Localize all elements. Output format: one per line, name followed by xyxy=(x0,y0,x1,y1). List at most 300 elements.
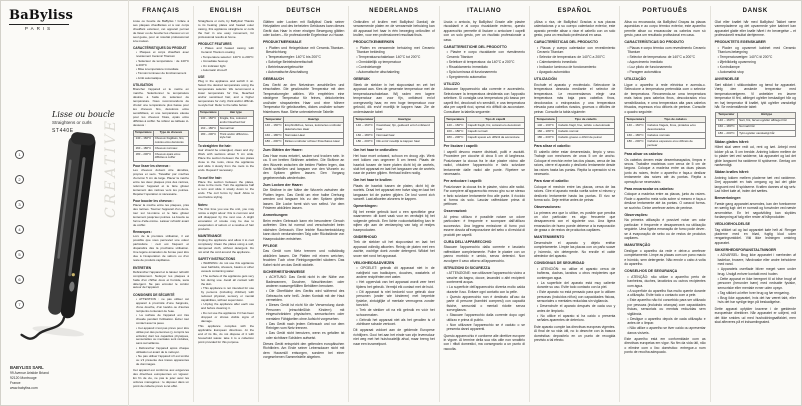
table-header-cell: Hårtype xyxy=(738,112,796,118)
section-heading: PRODUKTMERKMALE xyxy=(263,40,302,45)
table-cell: 140 – 160°C xyxy=(534,123,556,129)
body-paragraph: Bij het eerste gebruik kunt u een specifieke geur waarnemen: dit komt vaak voor en verdwijnt bij het volgende gebruik. Een lichte rookontwikkeling kan te wijten zijn aan de verdamping van talg of restjes haarproducten. xyxy=(353,209,435,232)
bullet-list xyxy=(353,266,434,326)
body-paragraph: Liscia o arriccia, by BaByliss! Grazie alle piastre riscaldanti e al corpo riscaldante esterno, questo apparecchio permette di lisciare o arricciare i capelli con un solo gesto, per un risultato professionale a casa. xyxy=(443,19,525,42)
table-cell: 160 – 180°C xyxy=(134,146,154,152)
body-paragraph: Håret skal være redt ud, rent og tørt. Arbejd med lokker på ca. 5 cm bredde. Anbring lokken mellem de to plader tæt ved rødderne, luk apparatet og lad det glide langsomt fra rødderne til spidserne. Gentag om nødvendigt. xyxy=(714,145,796,168)
product-title-en: Straightens or curls xyxy=(52,120,92,125)
product-model: ST440E xyxy=(52,128,74,134)
table-row xyxy=(199,116,254,126)
body-paragraph: Este aparato cumple las directivas europeas vigentes. Al final de su vida útil, no lo deseche con la basura doméstica: deposítelo en un punto de recogida previsto a tal efecto. xyxy=(533,324,616,342)
callout-number: 2 xyxy=(15,175,24,184)
table-header-cell: Haartyp xyxy=(283,117,344,123)
language-column-español xyxy=(529,6,619,402)
bullet-item: • Automatische Abschaltung xyxy=(266,70,344,74)
bullet-item: • Mise à température immédiate xyxy=(136,68,189,72)
bullet-item: • This appliance is not intended for use by persons (including children) with reduced physical, sensory or mental capabilities, without supervision. xyxy=(201,287,254,303)
section-heading: ONDERHOUD xyxy=(353,234,377,239)
section-heading: SAFETY INSTRUCTIONS xyxy=(198,257,236,262)
body-paragraph: Les cheveux doivent être démêlés, propres et secs. Travailler par mèches d'environ 5 cm de large. Placer la mèche entre les deux plaques près des racines, refermer l'appareil et le faire glisser lentement des racines vers les pointes. Répéter l'opération si nécessaire. xyxy=(133,168,189,196)
body-paragraph: Das Gerät an den Netzstrom anschließen und einschalten. Die gewünschte Temperatur mit dem Temperaturregler wählen. Wir empfehlen eine niedrigere Temperatur für feines, dekoloriertes und/oder strapaziertes Haar und eine höhere Temperatur für gekräuseltes, dickes und/oder schwer frisierbares Haar. Siehe untenstehende Tabelle: xyxy=(263,82,345,114)
table-header-cell: Temperature xyxy=(200,110,217,115)
body-paragraph: Sæt stikket i stikkontakten og tænd for apparatet. Vælg den ønskede temperatur med temperaturvælgeren. Vi anbefaler en lavere temperatur til fint, afbleget og/eller beskadiget hår og en høj temperatur til krøllet, tykt og/eller vanskeligt hår. Se nedenstående tabel: xyxy=(714,82,796,110)
table-header-cell: Haartype xyxy=(375,117,434,123)
section-heading: Bemærkninger: xyxy=(714,196,742,200)
body-paragraph: Al primo utilizzo è possibile notare un odore particolare: è frequente e scompare dall'utilizzo successivo. Una leggera emissione di fumo può essere dovuta all'evaporazione del sebo o di residui di prodotti per capelli. xyxy=(443,214,525,237)
body-paragraph: La primera vez que lo utilice, es posible que perciba un olor particular: es algo frecuente que desaparecerá con el siguiente uso. Una ligera emanación de humo puede deberse a la evaporación de grasa o de restos de productos capilares. xyxy=(533,210,616,233)
bullet-item: • Riscaldamento immediato xyxy=(447,65,525,69)
table-cell: Cheveux normaux xyxy=(153,146,188,152)
bullet-item: • Luz piloto de funcionamento xyxy=(627,65,705,69)
bullet-item: • Calentamiento inmediato xyxy=(537,60,615,64)
table-cell: Cheveux épais et/ou difficiles à coiffer xyxy=(153,151,188,161)
bullet-item: • On indicator light xyxy=(201,65,254,69)
bullet-item: • Automatische uitschakeling xyxy=(356,70,434,74)
table-row xyxy=(625,139,705,149)
section-heading: Anmerkungen: xyxy=(263,213,289,218)
callout-number: 6 xyxy=(15,275,24,284)
section-heading: CURA DELL'APPARECCHIO xyxy=(443,239,492,244)
section-heading: VEDLIGEHOLDELSE xyxy=(714,221,750,226)
bullet-item: • Placas y cuerpo calentador con revestimiento Ceramic Titanium xyxy=(537,46,615,55)
bullet-item: • Débrancher l'appareil après chaque utilisation et avant de le nettoyer. xyxy=(136,347,189,355)
body-paragraph: Posizionare la ciocca fra le piastre, vicino alle radici. Far compiere all'apparecchio mezzo giro su se stesso e farlo scivolare lentamente fino alle punte. Il ricciolo si forma da solo. Lasciar raffreddare prima di pettinare. xyxy=(443,184,525,207)
section-heading: MANUTENÇÃO xyxy=(624,243,651,248)
bullet-item: • Brug ikke apparatet, hvis det har været tabt, eller hvis det har synlige tegn på beskadigelse. xyxy=(718,296,796,305)
section-heading: UTILIZAÇÃO xyxy=(624,77,647,82)
table-header-cell: Temperatura xyxy=(534,117,556,123)
body-paragraph: Brancher l'appareil et le mettre en marche. Sélectionner la température désirée à l'aide du sélecteur de température. Nous recommandons de choisir une température plus basse pour les cheveux fins, décolorés et/ou sensibilisés, et une température élevée pour les cheveux frisés, épais et/ou difficiles à coiffer. Se référer au tableau ci-dessous : xyxy=(133,87,189,127)
table-row xyxy=(134,151,189,161)
bullet-item: • Das Gerät nicht benutzen, wenn es gefallen ist oder sichtbare Schäden aufweist. xyxy=(266,331,344,340)
table-cell: 180 – 200°C xyxy=(199,132,219,142)
section-heading: Osservazioni: xyxy=(443,209,468,214)
bullet-item: • La superficie del aparato está muy caliente durante su uso. Evite todo contacto con la piel. xyxy=(537,281,615,290)
table-cell: Tykt og/eller vanskeligt hår xyxy=(738,130,796,136)
language-header: ESPAÑOL xyxy=(557,8,592,14)
bullet-list xyxy=(534,267,615,323)
body-paragraph: Desenchufe el aparato y déjelo enfriar completamente. Limpie las placas con un paño suave y húmedo, sin detergente. No enrolle el cable alrededor del aparato. xyxy=(533,240,616,259)
table-cell: 140 – 160°C xyxy=(134,136,154,146)
language-column-english xyxy=(193,6,258,402)
section-heading: Para alisar el cabello: xyxy=(533,144,571,149)
bullet-item: • Selettore di temperatura: da 140°C a 200°C xyxy=(447,60,525,64)
table-header-cell: Temperatur xyxy=(715,112,737,118)
section-heading: Pour boucler les cheveux : xyxy=(133,199,174,204)
section-heading: UTILIZACIÓN xyxy=(533,77,557,82)
bullet-item: • Spia luminosa di funzionamento xyxy=(447,70,525,74)
bullet-item: • Temperaturvælger: 140°C til 200°C xyxy=(718,55,796,59)
table-header-cell: Tipo de cabello xyxy=(557,117,615,123)
section-heading: SICHERHEITSHINWEISE xyxy=(263,269,305,274)
section-heading: Para encaracolar os cabelos: xyxy=(624,186,675,191)
section-heading: PRODUCT FEATURES xyxy=(198,42,232,47)
table-cell: Capelli spessi e/o difficili da acconciare xyxy=(466,135,524,141)
body-paragraph: Coloque a madeixa entre as placas, junto às raízes. Rode o aparelho meia volta sobre si mesmo e faça-o deslizar lentamente até às pontas. O caracol forma-se sozinho. Deixe arrefecer antes de pentear. xyxy=(624,192,706,210)
body-paragraph: Das Haar muss entwirrt, sauber und trocken sein. In ca. 5 cm breiten Strähnen arbeiten. Die Strähne an den Wurzeln zwischen die beiden Platten legen, das Gerät schließen und langsam von den Wurzeln zu den Spitzen gleiten lassen. Den Vorgang gegebenenfalls wiederholen. xyxy=(263,153,345,180)
table-cell: 140 – 160°C xyxy=(199,116,219,126)
table-cell: 160 – 180°C xyxy=(444,129,466,135)
body-paragraph: ¡Alisa o riza, de BaByliss! Gracias a sus placas calentadoras y a su cuerpo calentador exterior, este aparato permite alisar o rizar el cabello con un solo gesto, para un resultado profesional en casa. xyxy=(533,19,616,38)
bullet-item: • Trek de stekker uit na elk gebruik en vóór het schoonmaken. xyxy=(356,308,434,317)
section-heading: MAINTENANCE xyxy=(198,234,222,239)
table-cell: Cabelos normais xyxy=(646,133,705,139)
bullet-list xyxy=(624,46,705,75)
table-cell: 160 – 180°C xyxy=(534,129,556,135)
bullet-item: • Não utilize o aparelho se tiver caído ou apresentar danos visíveis. xyxy=(627,326,705,335)
body-paragraph: Das Gerät vom Netz trennen und vollständig abkühlen lassen. Die Platten mit einem weichen, feuchten Tuch ohne Reinigungsmittel säubern. Das Kabel nicht um das Gerät wickeln. xyxy=(263,249,345,267)
section-heading: PRODUKTETS EGENSKABER xyxy=(714,40,766,45)
section-heading: Remarques : xyxy=(133,230,153,235)
language-header: DANSK xyxy=(742,8,768,14)
brand-city: PARIS xyxy=(9,24,69,31)
language-column-italiano xyxy=(439,6,529,402)
bullet-item: • Dit apparaat is niet bedoeld voor gebruik door personen (onder wie kinderen) met beperkte fysieke, zintuiglijke of mentale vermogens zonder toezicht. xyxy=(356,290,434,308)
bullet-item: • Témoin lumineux de fonctionnement xyxy=(136,72,189,76)
bullet-list xyxy=(715,253,796,304)
bullet-item: • Temperatuurschakelaar: 140°C tot 200°C xyxy=(356,55,434,59)
section-heading: SIKKERHEDSFORANSTALTNINGER xyxy=(714,247,777,252)
temperature-table xyxy=(353,116,434,146)
table-cell: 180 – 200°C xyxy=(264,139,284,145)
body-paragraph: Lors de la première utilisation, il est possible que vous perceviez une odeur particulière : ceci est fréquent et disparaîtra dès la prochaine utilisation. Une légère émanation de fumée peut être due à l'évaporation de sébum ou d'un reste de produits capillaires. xyxy=(133,234,189,263)
body-paragraph: Plaats de haarlok tussen de platen, dicht bij de wortels. Draai het apparaat een halve slag en laat het langzaam tot de punten glijden. De krul vormt zich vanzelf. Laat afkoelen alvorens te kappen. xyxy=(353,184,435,202)
table-row xyxy=(134,136,189,146)
body-paragraph: Staccare l'apparecchio dalla corrente e lasciarlo raffreddare completamente. Pulire le piastre con un panno morbido e umido, senza detersivi. Non avvolgere il cavo attorno all'apparecchio. xyxy=(443,245,525,263)
language-column-français xyxy=(129,6,193,402)
body-paragraph: The first time you use the unit, you may notice a slight odour: this is common and will disappear by the next use. A slight emanation of smoke may be due to evaporation of sebum or a residue of hair products. xyxy=(198,206,254,231)
table-cell: Normales Haar xyxy=(283,133,344,139)
language-header: ITALIANO xyxy=(467,8,502,14)
address-line: www.babyliss.com xyxy=(10,386,38,391)
table-header-cell: Température xyxy=(135,130,152,135)
section-heading: Zum Glätten der Haare: xyxy=(263,148,303,153)
bullet-list xyxy=(263,46,344,75)
body-paragraph: Placer la mèche entre les plaques, près des racines. Tourner l'appareil d'un demi-tour sur lui-même et le faire glisser lentement jusqu'aux pointes. La boucle se forme d'elle-même. Laisser refroidir avant de coiffer. xyxy=(133,203,189,227)
bullet-item: • Placas e corpo térmico com revestimento Ceramic Titanium xyxy=(627,46,705,55)
bullet-item: • Dette apparat er ikke beregnet til at blive brugt af personer (herunder børn) med nedsatte fysiske, sensoriske eller mentale evner uden opsyn. xyxy=(718,277,796,290)
table-cell: Cabello normal xyxy=(557,129,615,135)
section-heading: GEBRUIK xyxy=(353,77,370,82)
bullet-item: • Temperaturregler: 140°C bis 200°C xyxy=(266,55,344,59)
body-paragraph: Glätten oder Locken mit BaByliss! Dank seiner Heizplatten und des beheizten Gehäuses kann dieses Gerät das Haar in einer einzigen Bewegung glätten oder locken – für professionelle Ergebnisse zu Hause. xyxy=(263,19,345,38)
body-paragraph: Ligue o aparelho à rede eléctrica e acenda-o. Seleccione a temperatura pretendida com o selector de temperatura. Recomenda-se uma temperatura mais baixa para cabelos finos, descolorados e/ou sensibilizados, e uma temperatura alta para cabelos frisados, espessos e/ou difíceis de pentear. Consulte o quadro seguinte: xyxy=(624,82,706,114)
bullet-item: • Aquecimento imediato xyxy=(627,60,705,64)
table-cell: Sart, fint, farvet og/eller afbleget hår xyxy=(738,118,796,124)
bullet-list xyxy=(198,47,254,73)
bullet-item: • Staccare l'apparecchio dalla corrente dopo ogni utilizzo e prima di pulirlo. xyxy=(447,313,525,322)
table-cell: 180 – 200°C xyxy=(534,135,556,141)
bullet-item: • Arrêt automatique xyxy=(136,77,189,81)
language-column-nederlands xyxy=(348,6,438,402)
body-paragraph: Die Strähne in der Nähe der Wurzeln zwischen die Platten legen. Das Gerät um eine halbe Drehung wenden und langsam bis zu den Spitzen gleiten lassen. Die Locke formt sich von selbst. Vor dem Frisieren abkühlen lassen. xyxy=(263,188,345,211)
callout-number: 4 xyxy=(15,225,24,234)
body-paragraph: Straightens or curls, by BaByliss! Thanks to its heating plates and heated outer casing, this appliance straightens or curls the hair in one easy movement, for professional results at home. xyxy=(198,18,254,39)
cover-panel xyxy=(0,0,129,406)
product-photo xyxy=(10,126,122,344)
table-row xyxy=(354,139,434,145)
section-heading: Sådan glattes håret: xyxy=(714,139,749,144)
language-header: NEDERLANDS xyxy=(369,8,419,14)
table-cell: Thick and/or difficult-to-style hair xyxy=(218,132,253,142)
body-paragraph: This appliance complies with the applicable European directives. At the end of its life, do not dispose of it with household waste: take it to a collection point provided for this purpose. xyxy=(198,324,254,345)
brand-name: BaByliss xyxy=(9,8,74,23)
body-paragraph: Este aparelho está em conformidade com as directivas europeias em vigor. No fim da vida útil, não o elimine com o lixo doméstico: entregue-o num ponto de recolha adequado. xyxy=(624,336,706,355)
table-cell: Cabello grueso o difícil de peinar xyxy=(557,135,615,141)
section-heading: ISTRUZIONI DI SICUREZZA xyxy=(443,265,491,270)
bullet-item: • Het oppervlak van het apparaat wordt zeer heet tijdens het gebruik. Vermijd elk contact met de huid. xyxy=(356,280,434,289)
section-heading: Opmerkingen: xyxy=(353,204,378,209)
bullet-item: • Plates and heated casing with Ceramic Titanium coating xyxy=(201,47,254,55)
table-row xyxy=(444,135,524,141)
body-paragraph: Desligue o aparelho da rede e deixe-o arrefecer completamente. Limpe as placas com um pano macio e húmido, sem detergente. Não enrole o cabo à volta do aparelho. xyxy=(624,248,706,267)
bullet-item: • ATTENTION : ne pas utiliser cet appareil à proximité d'une baignoire, d'une douche, d'un lavabo ou d'autres récipients contenant de l'eau. xyxy=(136,298,189,314)
bullet-list xyxy=(133,51,189,81)
bullet-item: • The surface of the appliance gets very hot during use. Avoid all contact with the skin. xyxy=(201,275,254,287)
section-heading: Sådan krølles håret: xyxy=(714,170,749,175)
bullet-item: • Betriebsanzeigeleuchte xyxy=(266,65,344,69)
bullet-item: • Automatic shut-off xyxy=(201,69,254,73)
bullet-item: • Apagado automático xyxy=(537,70,615,74)
table-row xyxy=(199,132,254,142)
table-cell: Cabelos frágeis, finos, pintados e/ou descolorados xyxy=(646,123,705,133)
callout-number: 1 xyxy=(15,150,24,159)
body-paragraph: Dette apparat opfylder kravene i de gældende europæiske direktiver. Når apparatet er udtjent, må det ikke smides ud med husholdningsaffaldet, men skal afleveres på et indsamlingssted. xyxy=(714,306,796,325)
bullet-item: • ATENCIÓN: no utilice el aparato cerca de bañeras, duchas, lavabos u otros recipientes que contengan agua. xyxy=(537,267,615,280)
table-row xyxy=(264,139,344,145)
temperature-table xyxy=(534,116,615,142)
bullet-item: • Immediate heat-up xyxy=(201,60,254,64)
section-heading: ENTRETIEN xyxy=(133,265,152,270)
table-cell: 180 – 200°C xyxy=(715,130,737,136)
section-heading: ANVENDELSE xyxy=(714,77,740,82)
body-paragraph: Steek de stekker in het stopcontact en zet het apparaat aan. Kies de gewenste temperatuur met de temperatuurschakelaar. Wij raden een lagere temperatuur aan voor fijn, ontkleurd en/of overgevoelig haar, en een hoge temperatuur voor gekruld, dik en/of moeilijk te kappen haar. Zie de onderstaande tabel: xyxy=(353,82,435,114)
table-cell: Empfindliches, feines, koloriertes und/oder dekoloriertes Haar xyxy=(283,123,344,133)
bullet-item: • Das Gerät nach jedem Gebrauch und vor dem Reinigen vom Netz trennen. xyxy=(266,322,344,331)
table-cell: 160 – 180°C xyxy=(715,124,737,130)
table-row xyxy=(715,130,795,136)
section-heading: UTILIZZO xyxy=(443,81,460,86)
bullet-item: • Onmiddellijk op temperatuur xyxy=(356,60,434,64)
bullet-list xyxy=(353,46,434,75)
section-heading: Zum Locken der Haare: xyxy=(263,182,303,187)
section-heading: USE xyxy=(198,75,205,80)
body-paragraph: Dieses Gerät entspricht den geltenden europäischen Richtlinien. Am Ende seiner Lebensdauer nicht mit dem Hausmüll entsorgen, sondern bei einer vorgesehenen Sammelstelle abgeben. xyxy=(263,341,345,360)
table-cell: Dik en/of moeilijk te kappen haar xyxy=(375,139,434,145)
bullet-item: • Paragem automática xyxy=(627,70,705,74)
section-heading: Om het haar te ontkrullen: xyxy=(353,148,399,153)
address-block xyxy=(10,365,49,391)
language-column-português xyxy=(619,6,709,402)
table-cell: Kwetsbaar, fijn, gekleurd en/of ontkleurd haar xyxy=(375,123,434,133)
table-cell: Normalt hår xyxy=(738,124,796,130)
language-header: ENGLISH xyxy=(209,8,243,14)
section-heading: Pour lisser les cheveux : xyxy=(133,164,171,169)
table-cell: Capelli fragili, fini, colorati e/o decolorati xyxy=(466,123,524,129)
bullet-item: • Piastre e corpo riscaldante con rivestimento Ceramic Titanium xyxy=(447,50,525,59)
temperature-table xyxy=(263,116,344,146)
bullet-item: • Sofortige Betriebsbereitschaft xyxy=(266,60,344,64)
table-cell: 180 – 200°C xyxy=(354,139,375,145)
body-paragraph: Trek de stekker uit het stopcontact en laat het apparaat volledig afkoelen. Reinig de platen met een zachte, vochtige doek zonder detergent. Wikkel het snoer niet rond het apparaat. xyxy=(353,240,435,258)
body-paragraph: Cet appareil est conforme aux exigences des directives européennes en vigueur. En fin de vie, ne pas le jeter avec les ordures ménagères : le déposer dans un point de collecte prévu à cet effet. xyxy=(133,367,189,388)
bullet-item: • Controlelampje xyxy=(356,65,434,69)
section-heading: Notes: xyxy=(198,202,208,207)
body-paragraph: Anbring lokken mellem pladerne tæt ved rødderne. Drej apparatet en halv omgang og lad det glide langsomt ned til spidserne. Krøllen dannes af sig selv. Lad håret køle af, inden det sættes. xyxy=(714,175,796,194)
body-paragraph: Alisa ou encaracola, da BaByliss! Graças às placas aquecidas e ao corpo térmico exterior, este aparelho permite alisar ou encaracolar os cabelos num só gesto, para um resultado profissional em casa. xyxy=(624,19,706,38)
table-cell: 140 – 160°C xyxy=(715,118,737,124)
body-paragraph: Coloque el mechón entre las placas, cerca de las raíces. Gire el aparato media vuelta sobre sí mismo y deslícelo lentamente hasta las puntas. El rizo se forma solo. Deje enfriar antes de peinar. xyxy=(533,184,616,202)
table-header-cell: Tipo de cabelos xyxy=(646,117,705,123)
language-header: FRANÇAIS xyxy=(142,8,180,14)
section-heading: Per arricciare i capelli: xyxy=(443,179,483,183)
bullet-item: • No utilice el aparato si ha caído o presenta señales aparentes de deterioro. xyxy=(537,314,615,323)
table-header-cell: Temperatur xyxy=(264,117,284,123)
body-paragraph: Os cabelos devem estar desembaraçados, limpos e secos. Trabalhe madeixas com cerca de 5 cm de largura. Coloque a madeixa entre as duas placas junto às raízes, feche o aparelho e faça-o deslizar lentamente das raízes até às pontas. Repita a operação se necessário. xyxy=(624,157,706,184)
bullet-item: • Ne pas utiliser l'appareil s'il est tombé ou s'il présente des traces apparentes de dommages. xyxy=(136,355,189,367)
body-paragraph: Place the section between the plates, close to the roots. Turn the appliance half a turn and slide it slowly down to the ends. The curl forms by itself. Allow to cool before styling. xyxy=(198,179,254,200)
section-heading: Observações: xyxy=(624,212,649,217)
table-cell: 180 – 200°C xyxy=(625,139,646,149)
section-heading: To curl the hair: xyxy=(198,175,222,180)
table-cell: 160 – 180°C xyxy=(625,133,646,139)
callout-number: 7 xyxy=(15,300,24,309)
table-row xyxy=(625,123,705,133)
language-columns xyxy=(129,0,802,406)
bullet-item: • Platten und Heizgehäuse mit Ceramic-Titanium-Beschichtung xyxy=(266,46,344,55)
table-cell: Dickes und/oder schwer frisierbares Haar xyxy=(283,139,344,145)
bullet-item: • Este aparato no está pensado para que lo utilicen personas (incluidos niños) con capacidades físicas, sensoriales o mentales reducidas sin vigilancia. xyxy=(537,290,615,303)
bullet-list xyxy=(133,298,189,367)
bullet-item: • Tag stikket ud efter hver brug og før rengøring. xyxy=(718,291,796,295)
body-paragraph: Første gang apparatet anvendes, kan der forekomme en særlig lugt: det er normalt og forsvinder ved næste anvendelse. En let røgudvikling kan skyldes fordampning af talg eller rester af hårprodukter. xyxy=(714,201,796,219)
table-cell: Cheveux fragilisés, fins, colorés et/ou décolorés xyxy=(153,136,188,146)
bullet-item: • Sélecteur de température : de 140°C à 200°C xyxy=(136,60,189,68)
section-heading: Per lisciare i capelli: xyxy=(443,144,479,149)
body-paragraph: Questo apparecchio è conforme alle direttive europee in vigore. Al termine della sua vita utile non smaltirlo con i rifiuti domestici, ma consegnarlo a un punto di raccolta. xyxy=(443,333,525,351)
bullet-list xyxy=(715,46,796,75)
table-cell: 140 – 160°C xyxy=(625,123,646,133)
language-column-deutsch xyxy=(258,6,348,402)
table-row xyxy=(354,123,434,133)
table-cell: 140 – 160°C xyxy=(354,123,375,133)
temperature-table xyxy=(715,112,796,138)
table-cell: 160 – 180°C xyxy=(199,126,219,132)
table-cell: 180 – 200°C xyxy=(444,135,466,141)
body-paragraph: Plug in the appliance and switch it on. Select the desired temperature using the temperature selector. We recommend a lower temperature for fine, bleached and/or sensitised hair, and a higher temperature for curly, thick and/or difficult-to-style hair. Refer to the table below: xyxy=(198,79,254,108)
temperature-table xyxy=(198,110,254,142)
creative-watermark: CREATIVE xyxy=(103,117,119,218)
bullet-item: • A superfície do aparelho fica muito quente durante a utilização. Evite todo o contacto com a pele. xyxy=(627,289,705,298)
temperature-table xyxy=(444,116,525,142)
section-heading: PRODUCTKENMERKEN xyxy=(353,40,395,45)
bullet-item: • Desligue o aparelho depois de cada utilização e antes de o limpar. xyxy=(627,317,705,326)
table-cell: Normaal haar xyxy=(375,133,434,139)
body-paragraph: Tag stikket ud og lad apparatet køle helt af. Rengør pladerne med en blød, fugtig klud uden rengøringsmiddel. Vikl ikke ledningen omkring apparatet. xyxy=(714,227,796,245)
section-heading: CONSELHOS DE SEGURANÇA xyxy=(624,269,678,274)
table-cell: 180 – 200°C xyxy=(134,151,154,161)
address-line: 99 Avenue Aristide Briand xyxy=(10,371,49,376)
bullet-list xyxy=(444,50,525,79)
bullet-item: • OPGELET: gebruik dit apparaat niet in de nabijheid van badkuipen, douches, wastafels of andere recipiënten met water. xyxy=(356,266,434,279)
table-header-cell: Type de cheveux xyxy=(153,130,188,136)
body-paragraph: I capelli devono essere districati, puliti e asciutti. Procedere per ciocche di circa 5 cm di larghezza. Posizionare la ciocca fra le due piastre vicino alle radici, chiudere l'apparecchio e farlo scivolare lentamente dalle radici alle punte. Ripetere se necessario. xyxy=(443,149,525,177)
table-header-cell: Tipo di capelli xyxy=(466,117,524,123)
bullet-item: • Do not use the appliance if it has been dropped or shows visible signs of damage. xyxy=(201,312,254,324)
bullet-item: • Automatisk stop xyxy=(718,70,796,74)
bullet-item: • Indicador luminoso de funcionamiento xyxy=(537,65,615,69)
bullet-list xyxy=(624,275,705,335)
bullet-item: • Die Oberfläche des Geräts wird während des Gebrauchs sehr heiß. Jeden Kontakt mit der Haut vermeiden. xyxy=(266,289,344,302)
bullet-item: • Unplug the appliance after each use and before cleaning it. xyxy=(201,303,254,311)
bullet-list xyxy=(444,271,525,331)
bullet-list xyxy=(534,46,615,75)
bullet-list xyxy=(263,275,344,340)
bullet-item: • Este aparelho não foi concebido para ser utilizado por pessoas (incluindo crianças) com capacidades físicas, sensoriais ou mentais reduzidas sem vigilância. xyxy=(627,298,705,316)
section-heading: UTILISATION xyxy=(133,83,153,88)
bullet-item: • Øjeblikkelig opvarmning xyxy=(718,60,796,64)
callout-number: 5 xyxy=(15,250,24,259)
bullet-item: • Apparatets overflade bliver meget varm under brug. Undgå enhver kontakt med huden. xyxy=(718,267,796,276)
table-cell: 140 – 160°C xyxy=(444,123,466,129)
bullet-item: • ATTENZIONE: non utilizzare l'apparecchio vicino a vasche da bagno, docce, lavandini o altri recipienti contenenti acqua. xyxy=(447,271,525,284)
section-heading: Para alisar os cabelos: xyxy=(624,151,664,156)
table-header-cell: Hair type xyxy=(218,110,253,116)
body-paragraph: Unplug the appliance and allow it to cool completely. Clean the plates using a soft, dampened cloth, without detergent. Do not wind the cord around the appliance. xyxy=(198,238,254,254)
table-row xyxy=(264,123,344,133)
bullet-list xyxy=(198,262,254,323)
address-lines xyxy=(10,371,49,391)
section-heading: CONSIGNES DE SÉCURITÉ xyxy=(133,292,175,297)
section-heading: Para rizar el cabello: xyxy=(533,179,569,183)
body-paragraph: Het haar moet ontward, schoon en droog zijn. Werk met lokken van ongeveer 5 cm breed. Plaats de haarlok tussen de twee platen dicht bij de wortels, sluit het apparaat en laat het langzaam van de wortels naar de punten glijden. Herhaal indien nodig. xyxy=(353,153,435,176)
bullet-item: • La superficie dell'apparecchio diventa molto calda durante l'uso. Evitare ogni contatto con la pelle. xyxy=(447,285,525,294)
table-header-cell: Temperatura xyxy=(444,117,466,123)
body-paragraph: Attaccare l'apparecchio alla corrente e accenderlo. Selezionare la temperatura desiderata con l'apposito selettore. Si consiglia una temperatura più bassa per capelli fini, decolorati e/o sensibili, e una temperatura alta per capelli ricci, spessi e/o difficili da acconciare. Consultare la tabella seguente: xyxy=(443,87,525,114)
body-paragraph: Ontkrullen of krullen met BaByliss! Dankzij de verwarmende platen en de verwarmde behuizing kan dit apparaat het haar in één beweging ontkrullen of krullen, voor een professioneel resultaat thuis. xyxy=(353,19,435,38)
table-row xyxy=(534,135,614,141)
section-heading: MANTENIMIENTO xyxy=(533,235,565,240)
bullet-item: • ADVARSEL: Brug ikke apparatet i nærheden af badekar, brusere, håndvaske eller andre beholdere med vand. xyxy=(718,253,796,266)
bullet-item: • Selector de temperatura: de 140°C a 200°C xyxy=(537,55,615,59)
body-paragraph: Lisse ou boucle de BaByliss ! Grâce à ses plaques chauffantes et à son corps chauffant extérieur, cet appareil permet de lisser ou de boucler les cheveux en un seul geste, pour un résultat professionnel à la maison. xyxy=(133,18,189,43)
body-paragraph: El cabello debe estar desenredado, limpio y seco. Trabaje con mechones de unos 5 cm de ancho. Coloque el mechón entre las dos placas, cerca de las raíces, cierre el aparato y deslícelo lentamente desde las raíces hasta las puntas. Repita la operación si es necesario. xyxy=(533,149,616,177)
body-paragraph: Na primeira utilização é possível notar um odor particular: é frequente e desaparecerá na utilização seguinte. Uma ligeira emanação de fumo pode dever-se à evaporação de sebo ou de restos de produtos capilares. xyxy=(624,218,706,241)
section-heading: CARACTERÍSTICAS DEL PRODUCTO xyxy=(533,40,598,45)
bullet-item: • ATENÇÃO: não utilize o aparelho perto de banheiras, duches, lavatórios ou outros recipientes com água. xyxy=(627,275,705,288)
company-name: BABYLISS SARL xyxy=(10,364,44,370)
bullet-item: • Platen en verwarmde behuizing met Ceramic Titanium bekleding xyxy=(356,46,434,55)
bullet-item: • Gebruik het apparaat niet als het gevallen is of zichtbare schade vertoont. xyxy=(356,318,434,327)
bullet-item: • Selector de temperatura: de 140°C a 200°C xyxy=(627,55,705,59)
section-heading: CARACTERÍSTICAS DO PRODUTO xyxy=(624,40,684,45)
table-cell: 160 – 180°C xyxy=(354,133,375,139)
section-heading: CARATTERISTICHE DEL PRODOTTO xyxy=(443,44,507,49)
bullet-item: • Desenchufe el aparato después de cada uso y antes de limpiarlo. xyxy=(537,304,615,313)
table-header-cell: Temperatuur xyxy=(354,117,375,123)
language-header: DEUTSCH xyxy=(286,8,321,14)
body-paragraph: Beim ersten Gebrauch kann ein besonderer Geruch auftreten: Dies ist normal und verschwindet beim nächsten Gebrauch. Eine leichte Rauchentwicklung kann durch verdunstenden Talg oder Rückstände von Haarprodukten entstehen. xyxy=(263,218,345,241)
section-heading: Om het haar te krullen: xyxy=(353,178,393,183)
section-heading: CONSIGNAS DE SEGURIDAD xyxy=(533,261,585,266)
bullet-item: • Plader og opvarmet kabinet med Ceramic Titanium-belægning xyxy=(718,46,796,55)
address-line: 92120 Montrouge xyxy=(10,376,37,381)
table-cell: 140 – 160°C xyxy=(264,123,284,133)
body-paragraph: Glat eller krøllet hår med BaByliss! Takket være varmepladerne og det opvarmede ydre kabinet kan apparatet glatte eller krølle håret i én bevægelse – et professionelt resultat derhjemme. xyxy=(714,19,796,38)
table-cell: Cabelos espessos e/ou difíceis de pentear xyxy=(646,139,705,149)
bullet-item: • Spegnimento automatico xyxy=(447,75,525,79)
address-line: France xyxy=(10,381,21,386)
